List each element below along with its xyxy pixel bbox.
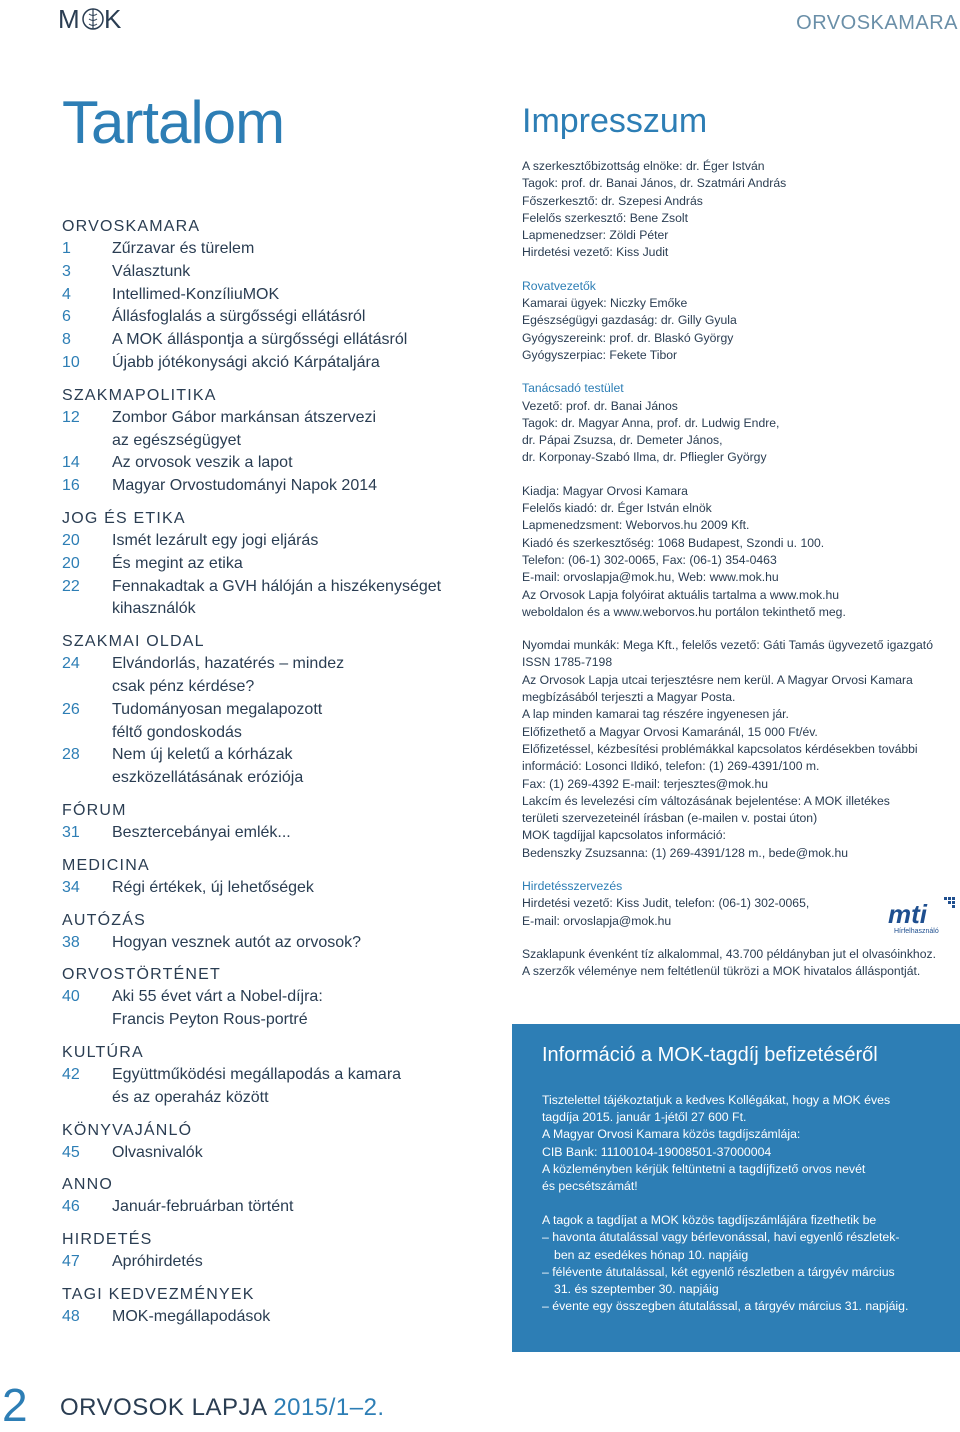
- impresszum-title: Impresszum: [522, 102, 708, 140]
- toc-entry-title: [112, 1251, 203, 1274]
- svg-text:K: K: [104, 4, 122, 34]
- mti-logo-text: mti: [888, 899, 927, 929]
- toc-entry-line: Zűrzavar és türelem: [112, 240, 255, 257]
- toc-entry-title: [112, 932, 361, 955]
- impresszum-block: [522, 380, 960, 466]
- impresszum-line: MOK tagdíjjal kapcsolatos információ:: [522, 828, 726, 843]
- toc-section: [62, 508, 482, 621]
- toc-entry-title: [112, 352, 380, 375]
- header-section-name: ORVOSKAMARA: [796, 12, 958, 34]
- toc-entry: [62, 744, 482, 790]
- toc-entry-line: eszközellátásának eróziója: [112, 769, 304, 787]
- info-line: Tisztelettel tájékoztatjuk a kedves Kollégákat, hogy a MOK éves: [542, 1093, 891, 1107]
- impresszum-line: Szaklapunk évenként tíz alkalommal, 43.700 példányban jut el olvasóinkhoz.: [522, 946, 936, 961]
- info-line: tagdíja 2015. január 1-jétől 27 600 Ft.: [542, 1110, 747, 1125]
- toc-entry-line: MOK-megállapodások: [112, 1307, 271, 1325]
- toc-entry-line: Aki 55 évet várt a Nobel-díjra:: [112, 988, 323, 1006]
- toc-entry: [62, 576, 482, 622]
- toc-entry-line: Francis Peyton Rous-portré: [112, 1011, 308, 1029]
- toc-entry: [62, 1142, 482, 1165]
- toc-entry: [62, 877, 482, 900]
- toc-entry-line: Választunk: [112, 262, 191, 280]
- impresszum-line: Kiadja: Magyar Orvosi Kamara: [522, 483, 688, 498]
- info-list-item: ben az esedékes hónap 10. napjáig: [554, 1247, 749, 1262]
- impresszum-line: Főszerkesztő: dr. Szepesi András: [522, 193, 703, 208]
- toc-section: [62, 1229, 482, 1274]
- impresszum-line: megbízásából terjeszti a Magyar Posta.: [522, 690, 736, 705]
- toc-entry-line: Együttműködési megállapodás a kamara: [112, 1065, 402, 1083]
- toc-entry-line: Besztercebányai emlék...: [112, 823, 291, 841]
- info-list-item: – évente egy összegben átutalással, a tárgyév március 31. napjáig.: [542, 1299, 909, 1314]
- impresszum-line: Lakcím és levelezési cím változásának bejelentése: A MOK illetékes: [522, 793, 890, 808]
- toc-section: [62, 385, 482, 498]
- toc-entry-line: Nem új keletű a kórházak: [112, 746, 293, 764]
- toc-entry-line: és az operaház között: [112, 1088, 269, 1106]
- toc-page-number: 31: [62, 823, 80, 841]
- impresszum-line: Gyógyszereink: prof. dr. Blaskó György: [522, 330, 734, 345]
- toc-entry-line: Elvándorlás, hazatérés – mindez: [112, 655, 345, 673]
- toc-page-number: 47: [62, 1253, 80, 1271]
- info-list-item: 31. és szeptember 30. napjáig: [554, 1282, 719, 1297]
- toc-entry-line: az egészségügyet: [112, 431, 241, 449]
- impresszum-line: Tagok: prof. dr. Banai János, dr. Szatmári András: [522, 176, 787, 191]
- toc-page-number: 12: [62, 408, 80, 426]
- toc-entry: [62, 653, 482, 699]
- toc-entry-title: [112, 238, 254, 261]
- toc-entry: [62, 553, 482, 576]
- toc-entry-line: És megint az etika: [112, 554, 243, 572]
- toc-page-number: 40: [62, 988, 80, 1006]
- toc-entry-title: [112, 475, 377, 498]
- toc-entry-line: Intellimed-KonzíliuMOK: [112, 285, 280, 303]
- toc-entry-line: Tudományosan megalapozott: [112, 700, 323, 718]
- toc-page-number: 16: [62, 477, 80, 495]
- toc-section: [62, 1284, 482, 1329]
- toc-entry: [62, 306, 482, 329]
- toc-page-number: 28: [62, 746, 80, 764]
- toc-entry-line: Hogyan vesznek autót az orvosok?: [112, 933, 362, 951]
- toc-entry-title: [112, 1064, 401, 1110]
- impresszum-line: ISSN 1785-7198: [522, 655, 613, 670]
- toc-entry-line: Az orvosok veszik a lapot: [112, 454, 293, 472]
- impresszum-heading: Tanácsadó testület: [522, 381, 624, 396]
- info-box-body: [542, 1092, 947, 1315]
- toc-entry: [62, 699, 482, 745]
- impresszum-line: Fax: (1) 269-4392 E-mail: terjesztes@mok.hu: [522, 776, 769, 791]
- impresszum-line: Gyógyszerpiac: Fekete Tibor: [522, 347, 678, 362]
- impresszum-line: Az Orvosok Lapja folyóirat aktuális tartalma a www.mok.hu: [522, 587, 840, 602]
- info-line: A Magyar Orvosi Kamara közös tagdíjszámlája:: [542, 1127, 801, 1142]
- impresszum-line: területi szervezeteinél írásban (e-mailen v. postai úton): [522, 811, 818, 826]
- toc-entry: [62, 932, 482, 955]
- toc-page-number: 4: [62, 285, 71, 303]
- toc-entry-title: [112, 1142, 203, 1165]
- toc-entry-line: Állásfoglalás a sürgősségi ellátásról: [112, 308, 366, 326]
- mok-logo: [58, 4, 128, 34]
- toc-page-number: 46: [62, 1198, 80, 1216]
- impresszum-line: Nyomdai munkák: Mega Kft., felelős vezető: Gáti Tamás ügyvezető igazgató: [522, 638, 933, 653]
- toc-entry-line: Apróhirdetés: [112, 1253, 203, 1271]
- toc-section-title: SZAKMAPOLITIKA: [62, 386, 217, 404]
- toc-section: [62, 800, 482, 845]
- toc-entry-title: [112, 452, 293, 475]
- mti-logo: [884, 893, 958, 937]
- toc-section: [62, 631, 482, 790]
- toc-entry: [62, 352, 482, 375]
- toc-page-number: 6: [62, 308, 71, 326]
- impresszum-line: A szerzők véleménye nem feltétlenül tükrözi a MOK hivatalos álláspontját.: [522, 964, 921, 979]
- info-line: A közleményben kérjük feltüntetni a tagdíjfizető orvos nevét: [542, 1161, 866, 1176]
- toc-entry-title: [112, 744, 303, 790]
- impresszum-line: E-mail: orvoslapja@mok.hu, Web: www.mok.hu: [522, 570, 779, 585]
- toc-entry-title: [112, 877, 314, 900]
- toc-page-number: 14: [62, 454, 80, 472]
- toc-entry: [62, 452, 482, 475]
- toc-entry-title: [112, 699, 322, 745]
- impresszum-line: Az Orvosok Lapja utcai terjesztésre nem kerül. A Magyar Orvosi Kamara: [522, 672, 913, 687]
- toc-entry-title: [112, 1196, 293, 1219]
- toc-entry: [62, 1064, 482, 1110]
- toc-section: [62, 964, 482, 1032]
- toc-title: Tartalom: [62, 89, 285, 156]
- impresszum-block: [522, 158, 960, 262]
- page-number: 2: [2, 1379, 28, 1431]
- toc-entry-line: Január-februárban történt: [112, 1198, 294, 1216]
- impresszum-line: Lapmenedzser: Zöldi Péter: [522, 228, 669, 243]
- toc-entry-line: Újabb jótékonysági akció Kárpátaljára: [112, 353, 380, 371]
- toc-entry-line: féltő gondoskodás: [112, 723, 242, 741]
- mti-logo-subtext: Hírfelhasználó: [894, 928, 939, 935]
- toc-section: [62, 855, 482, 900]
- toc-page-number: 42: [62, 1065, 80, 1083]
- toc-section-title: KÖNYVAJÁNLÓ: [62, 1121, 193, 1139]
- toc-entry-title: [112, 261, 190, 284]
- toc-section-title: ORVOSTÖRTÉNET: [62, 966, 222, 984]
- toc-section-title: AUTÓZÁS: [62, 911, 146, 929]
- toc-section-title: FÓRUM: [62, 801, 127, 819]
- toc-entry-title: [112, 653, 344, 699]
- publication-name: ORVOSOK LAPJA: [60, 1394, 267, 1421]
- toc-entry: [62, 1196, 482, 1219]
- toc-section-title: JOG ÉS ETIKA: [62, 509, 186, 527]
- toc-entry-title: [112, 284, 279, 307]
- toc-page-number: 1: [62, 240, 71, 257]
- impresszum-line: Felelős kiadó: dr. Éger István elnök: [522, 501, 712, 516]
- impresszum-heading: Rovatvezetők: [522, 278, 596, 293]
- toc-entry-title: [112, 576, 441, 622]
- toc-section: [62, 1174, 482, 1219]
- toc-entry: [62, 284, 482, 307]
- impresszum-line: Hirdetési vezető: Kiss Judit: [522, 245, 669, 260]
- toc-section-title: ORVOSKAMARA: [62, 218, 201, 235]
- toc-page-number: 20: [62, 531, 80, 549]
- toc-section-title: KULTÚRA: [62, 1043, 144, 1061]
- toc-section-title: SZAKMAI OLDAL: [62, 633, 205, 651]
- toc-section-title: HIRDETÉS: [62, 1231, 153, 1249]
- impresszum-line: Vezető: prof. dr. Banai János: [522, 398, 678, 413]
- info-list-item: – havonta átutalással vagy bérlevonással, havi egyenlő részletek-: [542, 1230, 900, 1245]
- toc-page-number: 20: [62, 554, 80, 572]
- toc-entry-title: [112, 530, 318, 553]
- issue-number: 2015/1–2.: [273, 1394, 385, 1421]
- impresszum-line: Kamarai ügyek: Niczky Emőke: [522, 296, 688, 311]
- toc-entry-line: A MOK álláspontja a sürgősségi ellátásról: [112, 331, 408, 349]
- toc-entry-title: [112, 306, 365, 329]
- toc-section: [62, 1120, 482, 1165]
- toc-page-number: 8: [62, 331, 71, 349]
- impresszum-block: [522, 946, 960, 981]
- toc-entry-line: Olvasnivalók: [112, 1143, 203, 1161]
- toc-section: [62, 1042, 482, 1110]
- toc-entry-line: Ismét lezárult egy jogi eljárás: [112, 531, 319, 549]
- toc-section: [62, 910, 482, 955]
- impresszum-line: Hirdetési vezető: Kiss Judit, telefon: (06-1) 302-0065,: [522, 896, 810, 911]
- toc-section: [62, 216, 482, 375]
- toc-page-number: 38: [62, 933, 80, 951]
- toc-entry-title: [112, 986, 323, 1032]
- toc-page-number: 26: [62, 700, 80, 718]
- info-line: és pecsétszámát!: [542, 1179, 638, 1194]
- toc-entry-line: csak pénz kérdése?: [112, 677, 255, 695]
- toc-entry-title: [112, 407, 376, 453]
- toc-entry: [62, 407, 482, 453]
- toc-entry-line: Magyar Orvostudományi Napok 2014: [112, 477, 378, 495]
- toc-entry: [62, 329, 482, 352]
- toc-entry-title: [112, 822, 291, 845]
- toc-entry-line: kihasználók: [112, 600, 196, 618]
- table-of-contents: [62, 216, 482, 1329]
- impresszum-line: Felelős szerkesztő: Bene Zsolt: [522, 210, 688, 225]
- impresszum-line: Kiadó és szerkesztőség: 1068 Budapest, Szondi u. 100.: [522, 535, 825, 550]
- toc-entry: [62, 822, 482, 845]
- membership-fee-info-box: [512, 1024, 960, 1352]
- toc-entry: [62, 1251, 482, 1274]
- toc-page-number: 24: [62, 655, 80, 673]
- toc-page-number: 34: [62, 878, 80, 896]
- toc-entry-title: [112, 329, 407, 352]
- impresszum-body: [522, 158, 960, 980]
- toc-section-title: TAGI KEDVEZMÉNYEK: [62, 1285, 255, 1303]
- impresszum-line: A lap minden kamarai tag részére ingyenesen jár.: [522, 707, 789, 722]
- impresszum-line: információ: Losonci Ildikó, telefon: (1) 269-4391/100 m.: [522, 759, 820, 774]
- info-line: A tagok a tagdíjat a MOK közös tagdíjszámlájára fizethetik be: [542, 1213, 877, 1228]
- toc-entry-title: [112, 1306, 270, 1329]
- impresszum-line: Tagok: dr. Magyar Anna, prof. dr. Ludwig Endre,: [522, 415, 780, 430]
- svg-text:M: M: [58, 4, 80, 34]
- toc-page-number: 3: [62, 262, 71, 280]
- toc-entry-line: Fennakadtak a GVH hálóján a hiszékenységet: [112, 577, 442, 595]
- toc-page-number: 45: [62, 1143, 80, 1161]
- toc-entry: [62, 1306, 482, 1329]
- impresszum-block: [522, 483, 960, 621]
- toc-entry: [62, 986, 482, 1032]
- toc-entry-title: [112, 553, 243, 576]
- impresszum-line: Telefon: (06-1) 302-0065, Fax: (06-1) 354-0463: [522, 552, 777, 567]
- impresszum-heading: Hirdetésszervezés: [522, 878, 623, 893]
- toc-section-title: ANNO: [62, 1176, 114, 1194]
- impresszum-line: weboldalon és a www.weborvos.hu portálon tekinthető meg.: [522, 604, 846, 619]
- toc-page-number: 48: [62, 1307, 80, 1325]
- impresszum-line: Bedenszky Zsuzsanna: (1) 269-4391/128 m., bede@mok.hu: [522, 845, 849, 860]
- toc-entry-line: Zombor Gábor markánsan átszervezi: [112, 408, 377, 426]
- impresszum-line: E-mail: orvoslapja@mok.hu: [522, 913, 672, 928]
- impresszum-line: A szerkesztőbizottság elnöke: dr. Éger István: [522, 159, 765, 173]
- impresszum-line: Lapmenedzsment: Weborvos.hu 2009 Kft.: [522, 518, 750, 533]
- toc-entry: [62, 238, 482, 261]
- toc-entry: [62, 530, 482, 553]
- toc-entry: [62, 475, 482, 498]
- info-line: CIB Bank: 11100104-19008501-37000004: [542, 1144, 772, 1159]
- info-spacer: [542, 1195, 947, 1212]
- info-box-title: Információ a MOK-tagdíj befizetéséről: [542, 1044, 878, 1066]
- toc-page-number: 22: [62, 577, 80, 595]
- toc-page-number: 10: [62, 353, 80, 371]
- impresszum-line: dr. Korponay-Szabó Ilma, dr. Pfliegler György: [522, 450, 767, 465]
- publication-title: [60, 1394, 385, 1422]
- impresszum-line: Előfizethető a Magyar Orvosi Kamaránál, 15 000 Ft/év.: [522, 724, 818, 739]
- info-list-item: – félévente átutalással, két egyenlő részletben a tárgyév március: [542, 1264, 895, 1279]
- impresszum-line: Egészségügyi gazdaság: dr. Gilly Gyula: [522, 313, 737, 328]
- impresszum-block: [522, 637, 960, 862]
- toc-entry-line: Régi értékek, új lehetőségek: [112, 878, 314, 896]
- impresszum-block: [522, 278, 960, 364]
- impresszum-line: Előfizetéssel, kézbesítési problémákkal kapcsolatos kérdésekben további: [522, 741, 918, 756]
- toc-section-title: MEDICINA: [62, 856, 150, 874]
- impresszum-line: dr. Pápai Zsuzsa, dr. Demeter János,: [522, 433, 723, 448]
- toc-entry: [62, 261, 482, 284]
